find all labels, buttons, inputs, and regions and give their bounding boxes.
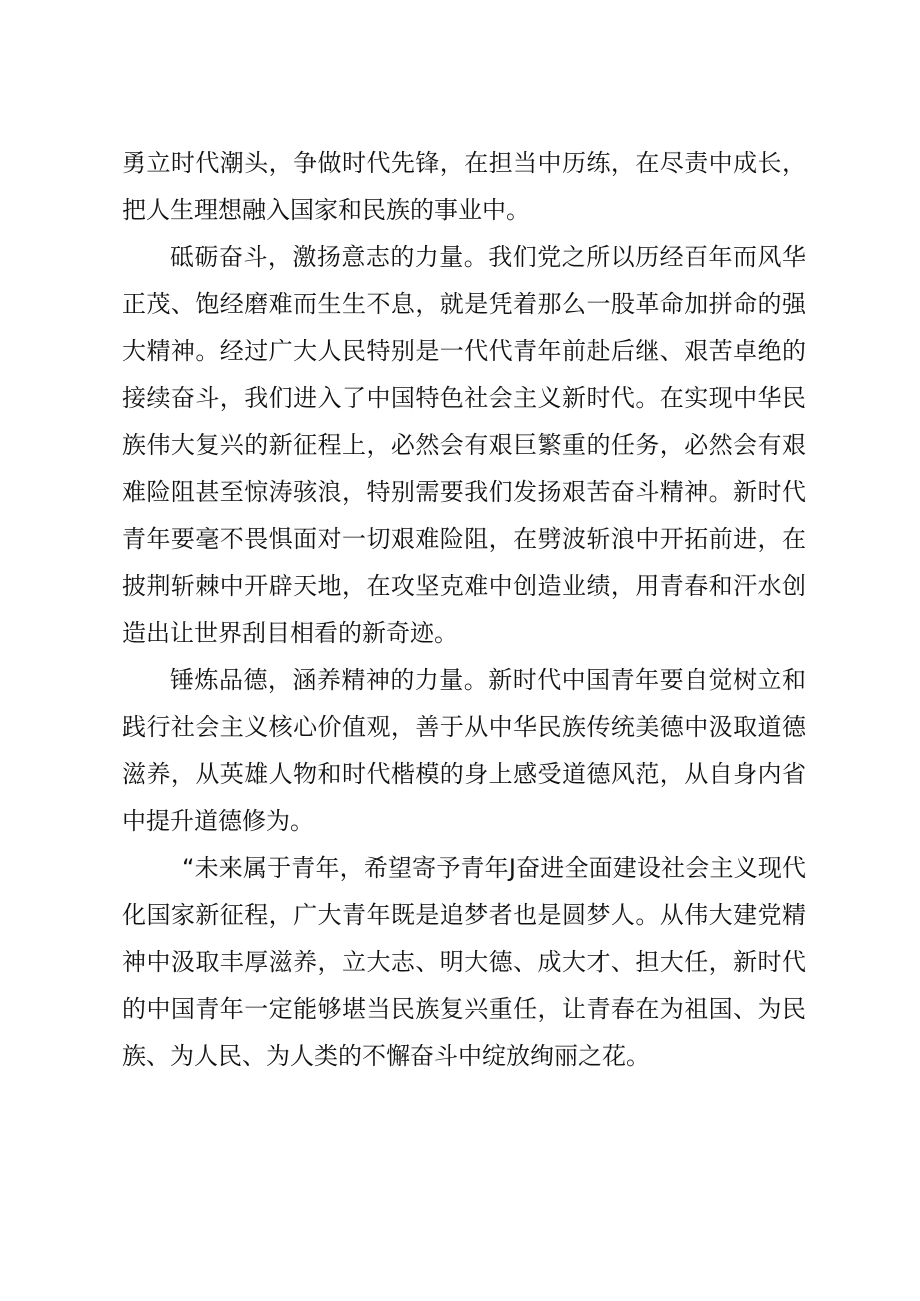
paragraph-4: “未来属于青年，希望寄予青年J奋进全面建设社会主义现代化国家新征程，广大青年既是追梦者也是圆梦人。从伟大建党精神中汲取丰厚滋养，立大志、明大德、成大才、担大任，新时代的中国青年一定能够堪当民族复兴重任，让青春在为祖国、为民族、为人民、为人类的不懈奋斗中绽放绚丽之花。 [122, 854, 806, 1070]
paragraph-1: 勇立时代潮头，争做时代先锋，在担当中历练，在尽责中成长，把人生理想融入国家和民族的事业中。 [122, 149, 806, 224]
paragraph-3: 锤炼品德，涵养精神的力量。新时代中国青年要自觉树立和践行社会主义核心价值观，善于从中华民族传统美德中汲取道德滋养，从英雄人物和时代楷模的身上感受道德风范，从自身内省中提升道德修为。 [122, 666, 806, 835]
document-body [122, 140, 806, 1080]
paragraph-2: 砥砺奋斗，激扬意志的力量。我们党之所以历经百年而风华正茂、饱经磨难而生生不息，就是凭着那么一股革命加拼命的强大精神。经过广大人民特别是一代代青年前赴后继、艰苦卓绝的接续奋斗，我们进入了中国特色社会主义新时代。在实现中华民族伟大复兴的新征程上，必然会有艰巨繁重的任务，必然会有艰难险阻甚至惊涛骇浪，特别需要我们发扬艰苦奋斗精神。新时代青年要毫不畏惧面对一切艰难险阻，在劈波斩浪中开拓前进，在披荆斩棘中开辟天地，在攻坚克难中创造业绩，用青春和汗水创造出让世界刮目相看的新奇迹。 [122, 243, 806, 647]
